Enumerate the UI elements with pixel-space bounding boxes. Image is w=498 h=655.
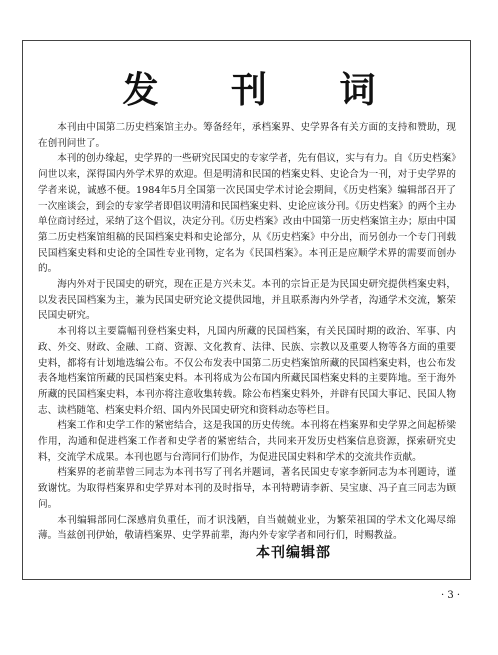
- signature: 本刊编辑部: [256, 545, 331, 561]
- paragraph-7: 本刊编辑部同仁深感肩负重任，而才识浅陋，自当兢兢业业，为繁荣祖国的学术文化竭尽绵薄。当兹创刊伊始，敬请档案界、史学界前辈，海内外专家学者和同行们，时赐教益。: [38, 514, 456, 542]
- article-body: [38, 120, 456, 544]
- paragraph-6: 档案界的老前辈曾三同志为本刊书写了刊名并题词，著名民国史专家李新同志为本刊题诗，谨致谢忱。为取得档案界和史学界对本刊的及时指导，本刊特聘请李新、吴宝康、冯子直三同志为顾问。: [38, 467, 456, 510]
- paragraph-5: 档案工作和史学工作的紧密结合，这是我国的历史传统。本刊将在档案界和史学界之间起桥梁作用，沟通和促进档案工作者和史学者的紧密结合，共同来开发历史档案信息资源，探索研究史料，交流学术成果。本刊也愿与台湾同行们协作，为促进民国史料和学术的交流共作贡献。: [38, 420, 456, 463]
- page-title: 发 刊 词: [122, 70, 406, 111]
- paragraph-3: 海内外对于民国史的研究，现在正是方兴未艾。本刊的宗旨正是为民国史研究提供档案史料，以发表民国档案为主，兼为民国史研究论文提供园地，并且联系海内外学者，沟通学术交流，繁荣民国史研究。: [38, 279, 456, 322]
- paragraph-1: 本刊由中国第二历史档案馆主办。筹备经年，承档案界、史学界各有关方面的支持和赞助，现在创刊问世了。: [38, 122, 456, 149]
- page-number: · 3 ·: [441, 590, 461, 601]
- paragraph-2: 本刊的创办缘起，史学界的一些研究民国史的专家学者，先有倡议，实与有力。自《历史档案》问世以来，深得国内外学术界的欢迎。但是明清和民国的档案史料、史论合为一刊，对于史学界的学者来说，诚感不便。1984年5月全国第一次民国史学术讨论会期间，《历史档案》编辑部召开了一次座谈会，到会的专家学者即倡议明清和民国档案史料、史论应该分刊。《历史档案》的两个主办单位商讨经过，采纳了这个倡议，决定分刊。《历史档案》改由中国第一历史档案馆主办；原由中国第二历史档案馆组稿的民国档案史料和史论部分，从《历史档案》中分出，而另创办一个专门刊载民国档案史料和史论的全国性专业刊物，定名为《民国档案》。本刊正是应顺学术界的需要而创办的。: [38, 153, 456, 275]
- paragraph-4: 本刊将以主要篇幅刊登档案史料，凡国内所藏的民国档案，有关民国时期的政治、军事、内政、外交、财政、金融、工商、资源、文化教育、法律、民族、宗教以及重要人物等各方面的重要史料，都将有计划地选编公布。不仅公布发表中国第二历史档案馆所藏的民国档案史料，也公布发表各地档案馆所藏的民国档案史料。本刊将成为公布国内所藏民国档案史料的主要阵地。至于海外所藏的民国档案史料，本刊亦将注意收集转载。除公布档案史料外，并辟有民国大事记、民国人物志、读档随笔、档案史料介绍、国内外民国史研究和资料动态等栏目。: [38, 326, 456, 416]
